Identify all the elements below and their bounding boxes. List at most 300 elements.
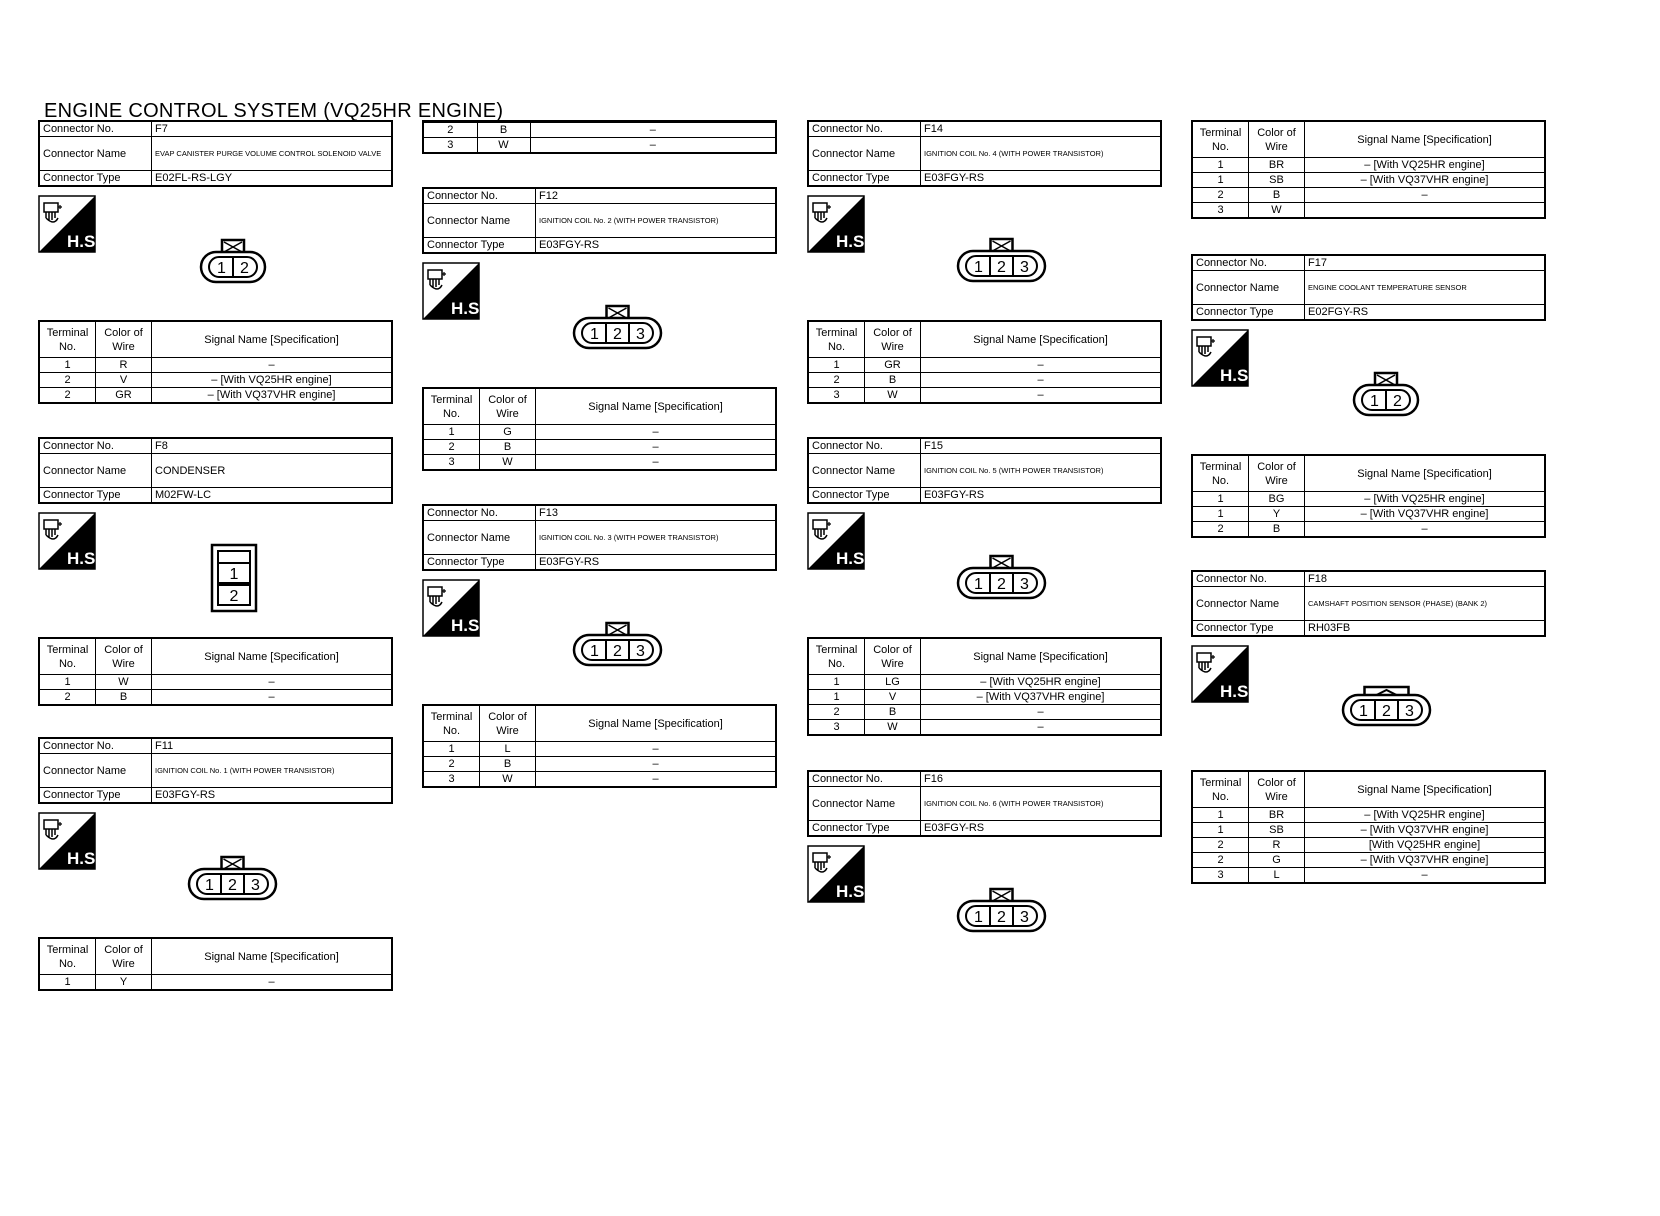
connector-value: E02FL-RS-LGY [152, 171, 393, 187]
table-row [423, 455, 776, 471]
connector-label: Connector No. [423, 505, 536, 521]
connector-value: F11 [152, 738, 393, 754]
connector-value: E02FGY-RS [1305, 305, 1546, 321]
wire-color: G [480, 425, 536, 440]
svg-text:H.S.: H.S. [67, 232, 101, 251]
signal-name: – [536, 440, 777, 455]
signal-name: – [152, 358, 393, 373]
connector-label: Connector Type [39, 171, 152, 187]
terminal-no: 1 [808, 675, 865, 690]
harness-side-icon [807, 845, 870, 903]
signal-name-header: Signal Name [Specification] [1305, 121, 1546, 158]
signal-name-header: Signal Name [Specification] [1305, 455, 1546, 492]
connector-header-f13 [422, 504, 777, 571]
connector-label: Connector No. [39, 738, 152, 754]
table-row [1192, 868, 1545, 884]
wire-color: R [96, 358, 152, 373]
signal-name: – [With VQ25HR engine] [152, 373, 393, 388]
connector-header-f8 [38, 437, 393, 504]
terminal-no: 1 [808, 690, 865, 705]
table-row [1192, 492, 1545, 507]
signal-name: – [With VQ37VHR engine] [1305, 173, 1546, 188]
wire-color-header: Color of Wire [96, 938, 152, 975]
signal-name: [With VQ25HR engine] [1305, 838, 1546, 853]
connector-label: Connector Name [423, 204, 536, 238]
connector-label: Connector Type [808, 171, 921, 187]
connector-label: Connector Name [1192, 587, 1305, 621]
table-row [1192, 203, 1545, 219]
svg-text:H.S.: H.S. [1220, 682, 1254, 701]
connector-label: Connector No. [423, 188, 536, 204]
connector-label: Connector Name [39, 454, 152, 488]
connector-face-f8 [208, 543, 260, 615]
connector-header-table [1191, 570, 1546, 637]
connector-value: F14 [921, 121, 1162, 137]
wire-color: W [1249, 203, 1305, 219]
connector-value: F18 [1305, 571, 1546, 587]
harness-side-icon [38, 195, 101, 253]
terminal-table-f11 [38, 937, 393, 991]
table-row [808, 358, 1161, 373]
connector-label: Connector Type [39, 788, 152, 804]
connector-label: Connector Type [1192, 621, 1305, 637]
pin-label: 1 [974, 909, 983, 926]
signal-name: – [152, 690, 393, 706]
connector-value: E03FGY-RS [921, 488, 1162, 504]
svg-text:H.S.: H.S. [67, 549, 101, 568]
table-row [39, 358, 392, 373]
connector-header-table [422, 504, 777, 571]
terminal-no: 1 [1192, 808, 1249, 823]
terminal-no: 3 [423, 772, 480, 788]
terminal-table [422, 120, 777, 154]
terminal-no: 2 [808, 373, 865, 388]
terminal-table [807, 320, 1162, 404]
wire-color-header: Color of Wire [1249, 455, 1305, 492]
terminal-no: 1 [1192, 158, 1249, 173]
table-row [1192, 853, 1545, 868]
wire-color-header: Color of Wire [96, 638, 152, 675]
pin-label: 1 [1359, 703, 1368, 720]
connector-value: IGNITION COIL No. 3 (WITH POWER TRANSISTOR) [536, 521, 777, 555]
connector-value: E03FGY-RS [152, 788, 393, 804]
terminal-no-header: Terminal No. [423, 705, 480, 742]
terminal-no: 1 [423, 425, 480, 440]
connector-label: Connector No. [808, 438, 921, 454]
signal-name: – [With VQ25HR engine] [1305, 808, 1546, 823]
connector-label: Connector No. [1192, 255, 1305, 271]
connector-face-f7 [198, 238, 268, 286]
wire-color: G [1249, 853, 1305, 868]
connector-value: M02FW-LC [152, 488, 393, 504]
table-row [808, 675, 1161, 690]
wire-color: L [1249, 868, 1305, 884]
table-row [423, 425, 776, 440]
pin-label: 1 [590, 326, 599, 343]
connector-value: IGNITION COIL No. 5 (WITH POWER TRANSISTOR) [921, 454, 1162, 488]
terminal-no-header: Terminal No. [808, 321, 865, 358]
terminal-no: 2 [423, 123, 477, 138]
signal-name: – [536, 772, 777, 788]
connector-face-f14 [955, 237, 1048, 285]
connector-header-f17 [1191, 254, 1546, 321]
connector-label: Connector Name [1192, 271, 1305, 305]
wire-color: B [96, 690, 152, 706]
pin-label: 2 [997, 576, 1006, 593]
terminal-no: 3 [808, 388, 865, 404]
terminal-no: 2 [39, 388, 96, 404]
wire-color-header: Color of Wire [865, 638, 921, 675]
pin-label: 1 [205, 877, 214, 894]
pin-label: 2 [1393, 393, 1402, 410]
wire-color: W [477, 138, 530, 154]
terminal-table-f17 [1191, 454, 1546, 538]
connector-header-table [807, 437, 1162, 504]
pin-label: 2 [613, 643, 622, 660]
terminal-no: 3 [423, 138, 477, 154]
wire-color: GR [96, 388, 152, 404]
wire-color: W [865, 720, 921, 736]
connector-label: Connector No. [808, 771, 921, 787]
terminal-table [38, 320, 393, 404]
connector-header-f18 [1191, 570, 1546, 637]
signal-name: – [With VQ37VHR engine] [152, 388, 393, 404]
connector-header-f12 [422, 187, 777, 254]
wire-color: BG [1249, 492, 1305, 507]
wire-color: Y [96, 975, 152, 991]
table-row [39, 388, 392, 404]
connector-label: Connector Type [423, 238, 536, 254]
wire-color: B [1249, 188, 1305, 203]
terminal-no: 2 [39, 373, 96, 388]
connector-header-table [1191, 254, 1546, 321]
connector-label: Connector Name [423, 521, 536, 555]
pin-label: 1 [229, 566, 239, 583]
connector-face-f16 [955, 887, 1048, 935]
table-row [808, 388, 1161, 404]
table-row [1192, 158, 1545, 173]
wire-color: GR [865, 358, 921, 373]
terminal-table-f18 [1191, 770, 1546, 884]
wire-color-header: Color of Wire [96, 321, 152, 358]
table-row [808, 720, 1161, 736]
connector-face-f18 [1340, 681, 1433, 729]
wire-color: B [865, 705, 921, 720]
pin-label: 2 [1382, 703, 1391, 720]
terminal-table-f11-continued [422, 120, 777, 154]
terminal-no: 2 [808, 705, 865, 720]
table-row [1192, 808, 1545, 823]
table-row [423, 772, 776, 788]
table-row [1192, 507, 1545, 522]
terminal-no-header: Terminal No. [39, 938, 96, 975]
connector-face-f11 [186, 855, 279, 903]
terminal-table-f13 [422, 704, 777, 788]
wire-color: SB [1249, 823, 1305, 838]
signal-name: – [921, 388, 1162, 404]
signal-name: – [With VQ37VHR engine] [921, 690, 1162, 705]
wire-color: V [96, 373, 152, 388]
connector-value: F17 [1305, 255, 1546, 271]
terminal-no: 1 [808, 358, 865, 373]
pin-label: 3 [636, 643, 645, 660]
wire-color-header: Color of Wire [1249, 771, 1305, 808]
signal-name: – [With VQ37VHR engine] [1305, 853, 1546, 868]
terminal-table-f14 [807, 320, 1162, 404]
terminal-table [422, 387, 777, 471]
connector-header-f7 [38, 120, 393, 187]
pin-label: 2 [240, 260, 249, 277]
terminal-table-f15 [807, 637, 1162, 736]
signal-name: – [1305, 188, 1546, 203]
signal-name: – [1305, 522, 1546, 538]
terminal-no-header: Terminal No. [1192, 121, 1249, 158]
table-row [808, 690, 1161, 705]
connector-label: Connector Type [423, 555, 536, 571]
signal-name: – [With VQ25HR engine] [1305, 158, 1546, 173]
terminal-table-f8 [38, 637, 393, 706]
terminal-no: 1 [1192, 173, 1249, 188]
connector-header-table [807, 120, 1162, 187]
wire-color: W [865, 388, 921, 404]
page-title: ENGINE CONTROL SYSTEM (VQ25HR ENGINE) [44, 100, 504, 122]
connector-value: E03FGY-RS [921, 171, 1162, 187]
wire-color: L [480, 742, 536, 757]
signal-name: – [921, 358, 1162, 373]
terminal-no-header: Terminal No. [39, 638, 96, 675]
table-row [1192, 823, 1545, 838]
harness-side-icon [807, 195, 870, 253]
connector-face-f15 [955, 554, 1048, 602]
table-row [39, 373, 392, 388]
table-row [1192, 838, 1545, 853]
connector-value: CAMSHAFT POSITION SENSOR (PHASE) (BANK 2) [1305, 587, 1546, 621]
connector-label: Connector Type [808, 821, 921, 837]
terminal-no: 2 [1192, 838, 1249, 853]
connector-value: F7 [152, 121, 393, 137]
terminal-table [1191, 120, 1546, 219]
signal-name-header: Signal Name [Specification] [921, 321, 1162, 358]
connector-face-f12 [571, 304, 664, 352]
signal-name [1305, 203, 1546, 219]
connector-value: RH03FB [1305, 621, 1546, 637]
connector-label: Connector Type [1192, 305, 1305, 321]
terminal-table [38, 937, 393, 991]
harness-side-icon [38, 812, 101, 870]
terminal-no-header: Terminal No. [1192, 771, 1249, 808]
terminal-no: 1 [39, 675, 96, 690]
connector-value: IGNITION COIL No. 4 (WITH POWER TRANSISTOR) [921, 137, 1162, 171]
connector-value: F15 [921, 438, 1162, 454]
terminal-no: 2 [1192, 522, 1249, 538]
terminal-no-header: Terminal No. [39, 321, 96, 358]
signal-name: – [921, 705, 1162, 720]
connector-header-f15 [807, 437, 1162, 504]
terminal-table [422, 704, 777, 788]
connector-label: Connector Name [39, 137, 152, 171]
wire-color-header: Color of Wire [865, 321, 921, 358]
signal-name: – [With VQ25HR engine] [1305, 492, 1546, 507]
connector-value: EVAP CANISTER PURGE VOLUME CONTROL SOLENOID VALVE [152, 137, 393, 171]
harness-side-icon [1191, 645, 1254, 703]
connector-value: IGNITION COIL No. 1 (WITH POWER TRANSISTOR) [152, 754, 393, 788]
svg-text:H.S.: H.S. [836, 882, 870, 901]
wire-color-header: Color of Wire [480, 388, 536, 425]
terminal-no-header: Terminal No. [808, 638, 865, 675]
terminal-no: 1 [1192, 507, 1249, 522]
terminal-no: 2 [423, 757, 480, 772]
wire-color-header: Color of Wire [1249, 121, 1305, 158]
connector-label: Connector No. [39, 438, 152, 454]
terminal-no: 2 [1192, 188, 1249, 203]
table-row [808, 373, 1161, 388]
wire-color: R [1249, 838, 1305, 853]
harness-side-icon [422, 579, 485, 637]
terminal-no: 3 [808, 720, 865, 736]
wire-color: W [480, 772, 536, 788]
connector-header-table [807, 770, 1162, 837]
harness-side-icon [807, 512, 870, 570]
terminal-table [807, 637, 1162, 736]
signal-name-header: Signal Name [Specification] [921, 638, 1162, 675]
wire-color: W [480, 455, 536, 471]
connector-face-f13 [571, 621, 664, 669]
pin-label: 2 [228, 877, 237, 894]
svg-text:H.S.: H.S. [836, 232, 870, 251]
terminal-table [1191, 454, 1546, 538]
signal-name: – [152, 675, 393, 690]
connector-value: F13 [536, 505, 777, 521]
connector-label: Connector No. [1192, 571, 1305, 587]
wire-color: B [477, 123, 530, 138]
signal-name-header: Signal Name [Specification] [536, 388, 777, 425]
connector-value: IGNITION COIL No. 6 (WITH POWER TRANSISTOR) [921, 787, 1162, 821]
signal-name: – [921, 720, 1162, 736]
pin-label: 3 [1020, 576, 1029, 593]
pin-label: 3 [1405, 703, 1414, 720]
terminal-table [38, 637, 393, 706]
table-row [423, 123, 776, 138]
pin-label: 3 [636, 326, 645, 343]
signal-name: – [152, 975, 393, 991]
signal-name-header: Signal Name [Specification] [536, 705, 777, 742]
wire-color: SB [1249, 173, 1305, 188]
terminal-no: 2 [423, 440, 480, 455]
table-row [39, 690, 392, 706]
table-row [423, 138, 776, 154]
pin-label: 1 [217, 260, 226, 277]
connector-label: Connector Name [808, 454, 921, 488]
connector-value: IGNITION COIL No. 2 (WITH POWER TRANSISTOR) [536, 204, 777, 238]
terminal-no: 1 [423, 742, 480, 757]
connector-value: E03FGY-RS [536, 238, 777, 254]
table-row [808, 705, 1161, 720]
wire-color: V [865, 690, 921, 705]
pin-label: 2 [997, 259, 1006, 276]
connector-header-table [38, 737, 393, 804]
connector-value: CONDENSER [152, 454, 393, 488]
connector-header-table [38, 120, 393, 187]
pin-label: 1 [590, 643, 599, 660]
pin-label: 1 [1370, 393, 1379, 410]
connector-header-table [422, 187, 777, 254]
signal-name: – [530, 123, 776, 138]
terminal-no: 3 [423, 455, 480, 471]
terminal-table-f16 [1191, 120, 1546, 219]
svg-text:H.S.: H.S. [451, 299, 485, 318]
pin-label: 3 [1020, 909, 1029, 926]
table-row [39, 675, 392, 690]
signal-name: – [With VQ37VHR engine] [1305, 507, 1546, 522]
pin-label: 3 [251, 877, 260, 894]
wire-color: Y [1249, 507, 1305, 522]
connector-value: ENGINE COOLANT TEMPERATURE SENSOR [1305, 271, 1546, 305]
harness-side-icon [1191, 329, 1254, 387]
table-row [423, 742, 776, 757]
pin-label: 2 [613, 326, 622, 343]
wire-color: LG [865, 675, 921, 690]
wire-color: B [865, 373, 921, 388]
wire-color: BR [1249, 808, 1305, 823]
signal-name-header: Signal Name [Specification] [152, 321, 393, 358]
terminal-no-header: Terminal No. [1192, 455, 1249, 492]
signal-name: – [530, 138, 776, 154]
connector-header-f14 [807, 120, 1162, 187]
connector-value: E03FGY-RS [536, 555, 777, 571]
connector-label: Connector Type [39, 488, 152, 504]
signal-name: – [921, 373, 1162, 388]
terminal-table-f7 [38, 320, 393, 404]
svg-text:H.S.: H.S. [67, 849, 101, 868]
terminal-no: 1 [39, 975, 96, 991]
signal-name: – [536, 425, 777, 440]
signal-name-header: Signal Name [Specification] [152, 938, 393, 975]
terminal-no-header: Terminal No. [423, 388, 480, 425]
signal-name: – [536, 742, 777, 757]
connector-header-f11 [38, 737, 393, 804]
wire-color-header: Color of Wire [480, 705, 536, 742]
terminal-no: 2 [1192, 853, 1249, 868]
table-row [39, 975, 392, 991]
signal-name-header: Signal Name [Specification] [152, 638, 393, 675]
terminal-table-f12 [422, 387, 777, 471]
connector-value: E03FGY-RS [921, 821, 1162, 837]
terminal-no: 1 [39, 358, 96, 373]
connector-value: F8 [152, 438, 393, 454]
harness-side-icon [38, 512, 101, 570]
signal-name: – [With VQ25HR engine] [921, 675, 1162, 690]
connector-face-f17 [1351, 371, 1421, 419]
connector-header-f16 [807, 770, 1162, 837]
connector-label: Connector Name [39, 754, 152, 788]
table-row [423, 757, 776, 772]
terminal-no: 2 [39, 690, 96, 706]
terminal-no: 3 [1192, 868, 1249, 884]
signal-name: – [1305, 868, 1546, 884]
pin-label: 2 [229, 588, 239, 605]
svg-text:H.S.: H.S. [836, 549, 870, 568]
table-row [1192, 173, 1545, 188]
table-row [1192, 522, 1545, 538]
pin-label: 3 [1020, 259, 1029, 276]
table-row [423, 440, 776, 455]
connector-value: F12 [536, 188, 777, 204]
signal-name: – [With VQ37VHR engine] [1305, 823, 1546, 838]
connector-label: Connector Type [808, 488, 921, 504]
pin-label: 1 [974, 259, 983, 276]
signal-name: – [536, 455, 777, 471]
terminal-table [1191, 770, 1546, 884]
